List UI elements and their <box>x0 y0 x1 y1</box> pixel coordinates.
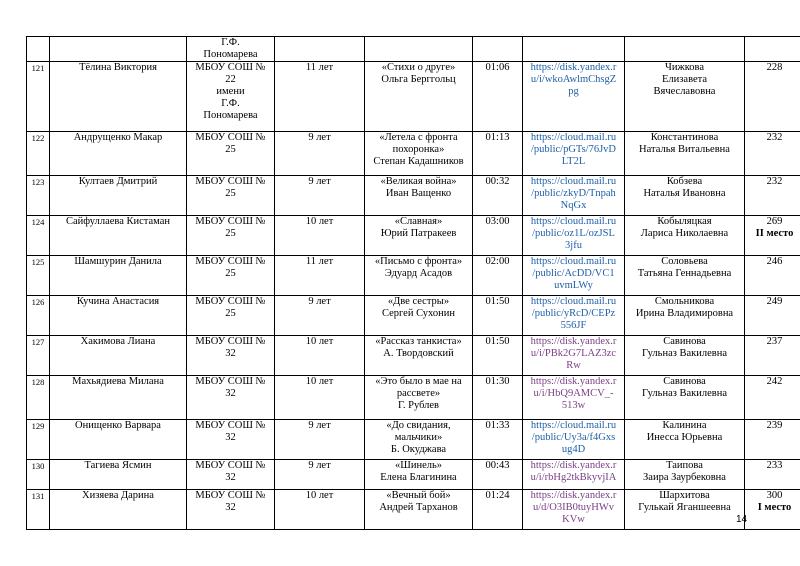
school-cell: МБОУ СОШ № 25 <box>187 176 275 216</box>
table-row <box>27 62 800 132</box>
teacher-cell: Соловьева Татьяна Геннадьевна <box>625 256 745 296</box>
name-cell: Андрущенко Макар <box>50 132 187 176</box>
score-cell: 242 <box>745 376 800 420</box>
table-row <box>27 132 800 176</box>
name-cell: Хакимова Лиана <box>50 336 187 376</box>
table-row <box>27 376 800 420</box>
name-cell: Тагиева Ясмин <box>50 460 187 490</box>
name-cell: Махьядиева Милана <box>50 376 187 420</box>
name-cell: Култаев Дмитрий <box>50 176 187 216</box>
duration-cell: 01:50 <box>473 336 523 376</box>
work-cell: «До свидания, мальчики» Б. Окуджава <box>365 420 473 460</box>
table-row <box>27 216 800 256</box>
num-cell: 128 <box>27 376 50 420</box>
table-row <box>27 37 800 62</box>
link-cell[interactable]: https://disk.yandex.r u/i/wkoAwlmChsgZ pg <box>523 62 625 132</box>
age-cell: 10 лет <box>275 216 365 256</box>
page-number: 14 <box>736 514 748 525</box>
school-cell: МБОУ СОШ № 22 имени Г.Ф. Пономарева <box>187 62 275 132</box>
table-row <box>27 460 800 490</box>
score-cell: 249 <box>745 296 800 336</box>
teacher-cell: Таипова Заира Заурбековна <box>625 460 745 490</box>
name-cell: Шамшурин Данила <box>50 256 187 296</box>
results-table <box>26 36 800 530</box>
work-cell: «Шинель» Елена Благинина <box>365 460 473 490</box>
teacher-cell: Калинина Инесса Юрьевна <box>625 420 745 460</box>
school-cell: МБОУ СОШ № 32 <box>187 420 275 460</box>
duration-cell: 01:13 <box>473 132 523 176</box>
name-cell: Тёлина Виктория <box>50 62 187 132</box>
age-cell: 10 лет <box>275 490 365 530</box>
school-cell: МБОУ СОШ № 25 <box>187 296 275 336</box>
name-cell: Онищенко Варвара <box>50 420 187 460</box>
table-row <box>27 490 800 530</box>
link-cell[interactable]: https://cloud.mail.ru /public/zkyD/Tnpah NqGx <box>523 176 625 216</box>
school-cell: МБОУ СОШ № 25 <box>187 256 275 296</box>
score-cell: 233 <box>745 460 800 490</box>
school-cell: МБОУ СОШ № 25 <box>187 132 275 176</box>
work-cell: «Это было в мае на рассвете» Г. Рублев <box>365 376 473 420</box>
link-cell[interactable]: https://disk.yandex.r u/d/O3IB0tuyHWv KVw <box>523 490 625 530</box>
duration-cell: 00:32 <box>473 176 523 216</box>
link-cell[interactable]: https://cloud.mail.ru /public/AcDD/VC1 uvmLWy <box>523 256 625 296</box>
table-row <box>27 336 800 376</box>
link-cell[interactable]: https://cloud.mail.ru /public/pGTs/76JvD LT2L <box>523 132 625 176</box>
table-row <box>27 420 800 460</box>
num-cell: 122 <box>27 132 50 176</box>
link-cell[interactable]: https://disk.yandex.r u/i/HbQ9AMCV_- 513w <box>523 376 625 420</box>
duration-cell: 01:33 <box>473 420 523 460</box>
age-cell: 9 лет <box>275 420 365 460</box>
link-cell[interactable]: https://disk.yandex.r u/i/rbHg2tkBkyvjIA <box>523 460 625 490</box>
work-cell: «Великая война» Иван Ващенко <box>365 176 473 216</box>
school-cell: МБОУ СОШ № 32 <box>187 490 275 530</box>
school-cell: МБОУ СОШ № 32 <box>187 336 275 376</box>
age-cell: 9 лет <box>275 296 365 336</box>
work-cell: «Славная» Юрий Патракеев <box>365 216 473 256</box>
teacher-cell: Чижкова Елизавета Вячеславовна <box>625 62 745 132</box>
teacher-cell: Кобыляцкая Лариса Николаевна <box>625 216 745 256</box>
num-cell: 125 <box>27 256 50 296</box>
num-cell: 129 <box>27 420 50 460</box>
age-cell: 9 лет <box>275 132 365 176</box>
duration-cell: 01:24 <box>473 490 523 530</box>
score-cell: 228 <box>745 62 800 132</box>
teacher-cell: Савинова Гульназ Вакилевна <box>625 376 745 420</box>
teacher-cell: Савинова Гульназ Вакилевна <box>625 336 745 376</box>
num-cell: 124 <box>27 216 50 256</box>
age-cell: 11 лет <box>275 256 365 296</box>
num-cell: 130 <box>27 460 50 490</box>
name-cell: Хизяева Дарина <box>50 490 187 530</box>
name-cell: Кучина Анастасия <box>50 296 187 336</box>
num-cell: 127 <box>27 336 50 376</box>
score-cell: 246 <box>745 256 800 296</box>
age-cell: 9 лет <box>275 176 365 216</box>
name-cell: Сайфуллаева Кистаман <box>50 216 187 256</box>
work-cell: «Рассказ танкиста» А. Твордовский <box>365 336 473 376</box>
age-cell: 9 лет <box>275 460 365 490</box>
score-cell: 239 <box>745 420 800 460</box>
work-cell: «Две сестры» Сергей Сухонин <box>365 296 473 336</box>
num-cell: 121 <box>27 62 50 132</box>
school-cell: МБОУ СОШ № 32 <box>187 460 275 490</box>
teacher-cell: Константинова Наталья Витальевна <box>625 132 745 176</box>
link-cell[interactable]: https://disk.yandex.r u/i/PBk2G7LAZ3zc Rw <box>523 336 625 376</box>
school-cell: Г.Ф. Пономарева <box>187 37 275 62</box>
num-cell: 126 <box>27 296 50 336</box>
work-cell: «Летела с фронта похоронка» Степан Кадашников <box>365 132 473 176</box>
teacher-cell: Кобзева Наталья Ивановна <box>625 176 745 216</box>
name-cell <box>50 37 187 62</box>
score-cell: 232 <box>745 132 800 176</box>
teacher-cell: Смольникова Ирина Владимировна <box>625 296 745 336</box>
table-row <box>27 296 800 336</box>
score-cell: 237 <box>745 336 800 376</box>
num-cell: 131 <box>27 490 50 530</box>
work-cell: «Письмо с фронта» Эдуард Асадов <box>365 256 473 296</box>
age-cell: 11 лет <box>275 62 365 132</box>
link-cell[interactable]: https://cloud.mail.ru /public/Uy3a/f4Gxs ug4D <box>523 420 625 460</box>
duration-cell: 03:00 <box>473 216 523 256</box>
link-cell[interactable]: https://cloud.mail.ru /public/oz1L/ozJSL 3jfu <box>523 216 625 256</box>
num-cell <box>27 37 50 62</box>
table-row <box>27 176 800 216</box>
score-cell: 269 II место <box>745 216 800 256</box>
school-cell: МБОУ СОШ № 32 <box>187 376 275 420</box>
score-cell: 232 <box>745 176 800 216</box>
age-cell: 10 лет <box>275 336 365 376</box>
duration-cell: 00:43 <box>473 460 523 490</box>
score-cell: 300 I место <box>745 490 800 530</box>
duration-cell: 01:30 <box>473 376 523 420</box>
num-cell: 123 <box>27 176 50 216</box>
work-cell: «Стихи о друге» Ольга Берггольц <box>365 62 473 132</box>
duration-cell: 01:06 <box>473 62 523 132</box>
work-cell: «Вечный бой» Андрей Тарханов <box>365 490 473 530</box>
table-row <box>27 256 800 296</box>
teacher-cell: Шархитова Гулькай Яганшеевна <box>625 490 745 530</box>
school-cell: МБОУ СОШ № 25 <box>187 216 275 256</box>
duration-cell: 02:00 <box>473 256 523 296</box>
age-cell: 10 лет <box>275 376 365 420</box>
link-cell[interactable]: https://cloud.mail.ru /public/yRcD/CEPz 556JF <box>523 296 625 336</box>
duration-cell: 01:50 <box>473 296 523 336</box>
